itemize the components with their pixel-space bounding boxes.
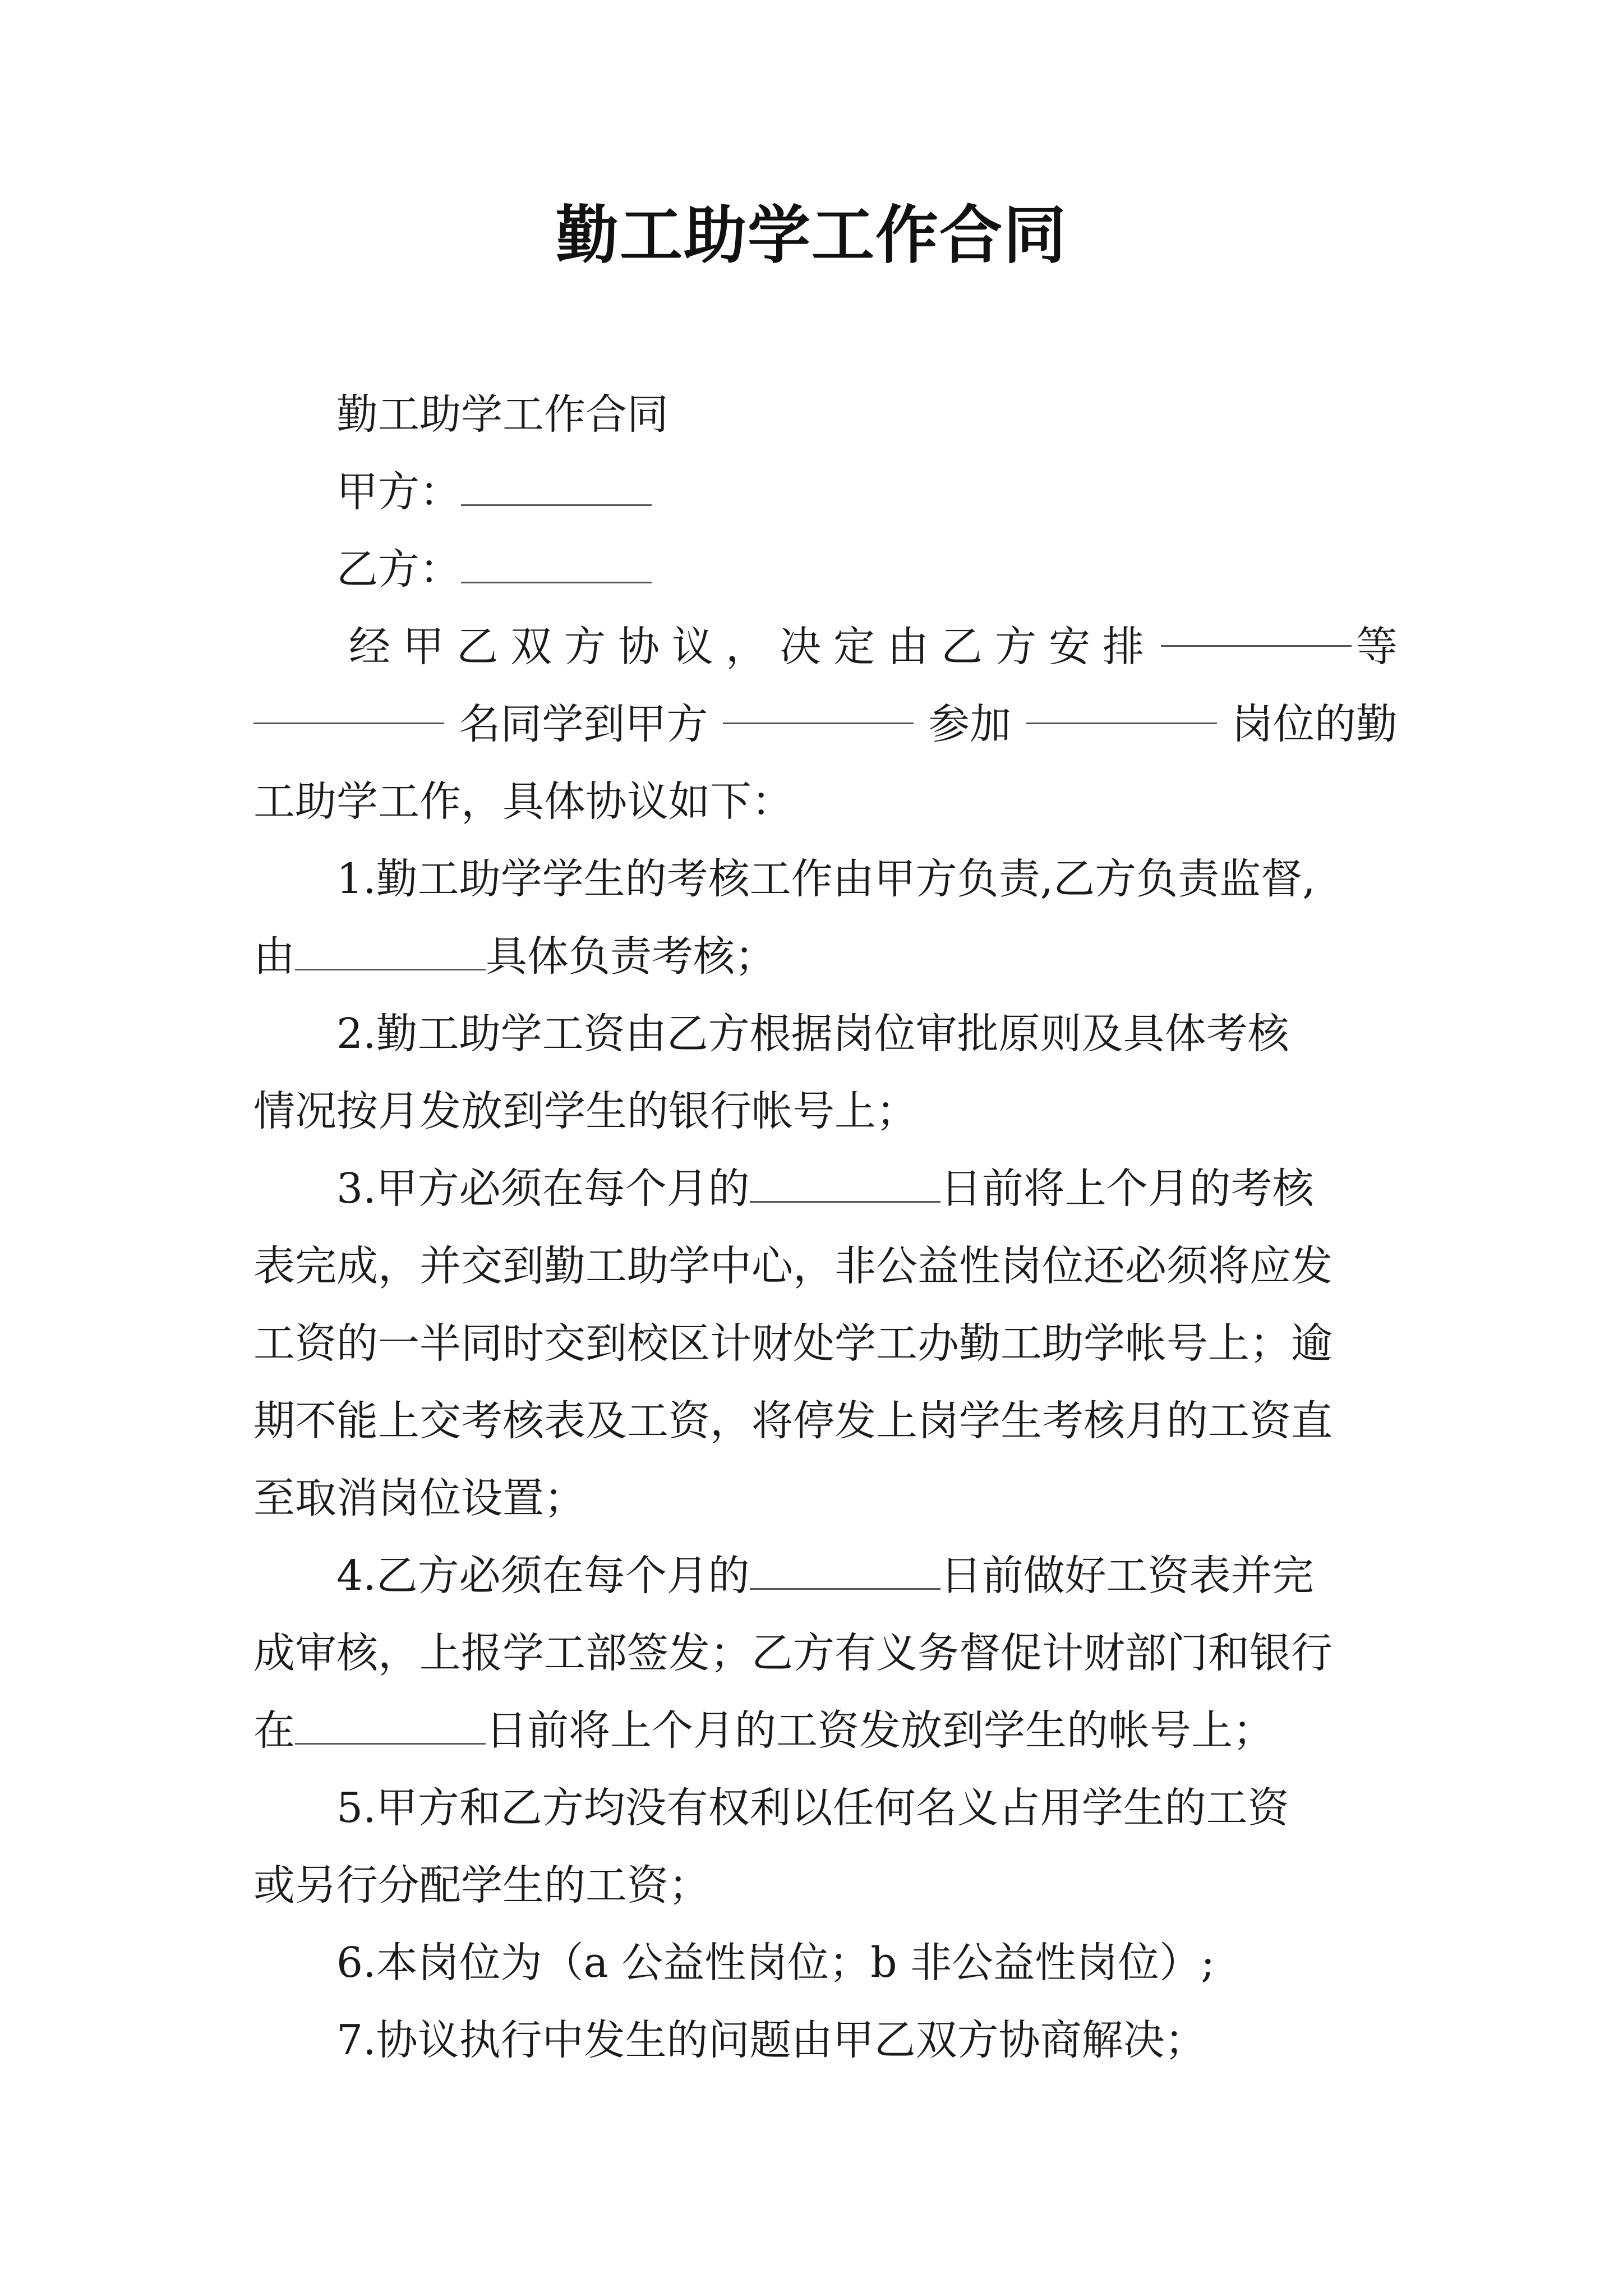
party-b-blank	[461, 545, 652, 583]
clause-text: 具体负责考核；	[486, 932, 776, 981]
clause-4-line-3	[253, 1692, 1398, 1769]
clause-3-line-2: 表完成，并交到勤工助学中心，非公益性岗位还必须将应发	[253, 1242, 1332, 1290]
party-b-line	[253, 531, 1398, 608]
clause-5-line-1: 5.甲方和乙方均没有权利以任何名义占用学生的工资	[336, 1784, 1289, 1832]
intro-text: 参加	[928, 700, 1012, 748]
clause-text: 在	[253, 1706, 295, 1755]
intro-blank-count	[253, 685, 444, 724]
clause-text: 日前将上个月的考核	[940, 1165, 1314, 1213]
clause-4-line-1	[253, 1537, 1398, 1614]
document-body	[253, 376, 1398, 2079]
clause-2-line-1: 2.勤工助学工资由乙方根据岗位审批原则及具体考核	[336, 1010, 1289, 1058]
intro-text: 岗位的勤	[1231, 700, 1398, 748]
intro-line-3: 工助学工作，具体协议如下：	[253, 777, 793, 826]
clause-1-line-1: 1.勤工助学学生的考核工作由甲方负责,乙方负责监督,	[336, 855, 1316, 903]
intro-blank-position	[1026, 685, 1217, 724]
clause-5-line-2: 或另行分配学生的工资；	[253, 1861, 710, 1910]
clause-1-blank	[295, 932, 486, 970]
clause-4-line-2: 成审核，上报学工部签发；乙方有义务督促计财部门和银行	[253, 1629, 1332, 1677]
clause-3-line-1	[253, 1150, 1398, 1227]
party-a-line	[253, 453, 1398, 531]
party-a-label: 甲方：	[336, 468, 461, 516]
clause-7-line-1: 7.协议执行中发生的问题由甲乙双方协商解决；	[336, 2016, 1206, 2064]
document-title: 勤工助学工作合同	[556, 199, 1067, 272]
clause-text: 4.乙方必须在每个月的	[336, 1552, 750, 1600]
intro-blank-department	[723, 685, 914, 724]
clause-2-line-2: 情况按月发放到学生的银行帐号上；	[253, 1087, 917, 1135]
intro-text: 经甲乙双方协议，决定由乙方安排	[349, 623, 1156, 671]
intro-blank-arrange	[1161, 608, 1352, 647]
clause-3-line-5: 至取消岗位设置；	[253, 1474, 585, 1522]
clause-text: 3.甲方必须在每个月的	[336, 1165, 750, 1213]
intro-line-1	[253, 608, 1398, 685]
party-a-blank	[461, 467, 652, 506]
intro-line-2	[253, 685, 1398, 763]
clause-4-blank-b	[295, 1706, 486, 1745]
contract-heading: 勤工助学工作合同	[336, 390, 668, 439]
clause-4-blank-a	[750, 1551, 940, 1590]
intro-text: 等	[1356, 623, 1398, 671]
clause-3-line-3: 工资的一半同时交到校区计财处学工办勤工助学帐号上；逾	[253, 1319, 1332, 1368]
clause-3-line-4: 期不能上交考核表及工资，将停发上岗学生考核月的工资直	[253, 1397, 1332, 1445]
clause-text: 由	[253, 932, 295, 981]
clause-text: 日前做好工资表并完	[940, 1552, 1314, 1600]
party-b-label: 乙方：	[336, 545, 461, 593]
clause-text: 日前将上个月的工资发放到学生的帐号上；	[486, 1706, 1274, 1755]
intro-text: 名同学到甲方	[459, 700, 708, 748]
clause-6-line-1: 6.本岗位为（a 公益性岗位；b 非公益性岗位）;	[336, 1939, 1215, 1987]
clause-1-line-2	[253, 918, 1398, 995]
clause-3-blank	[750, 1164, 940, 1203]
